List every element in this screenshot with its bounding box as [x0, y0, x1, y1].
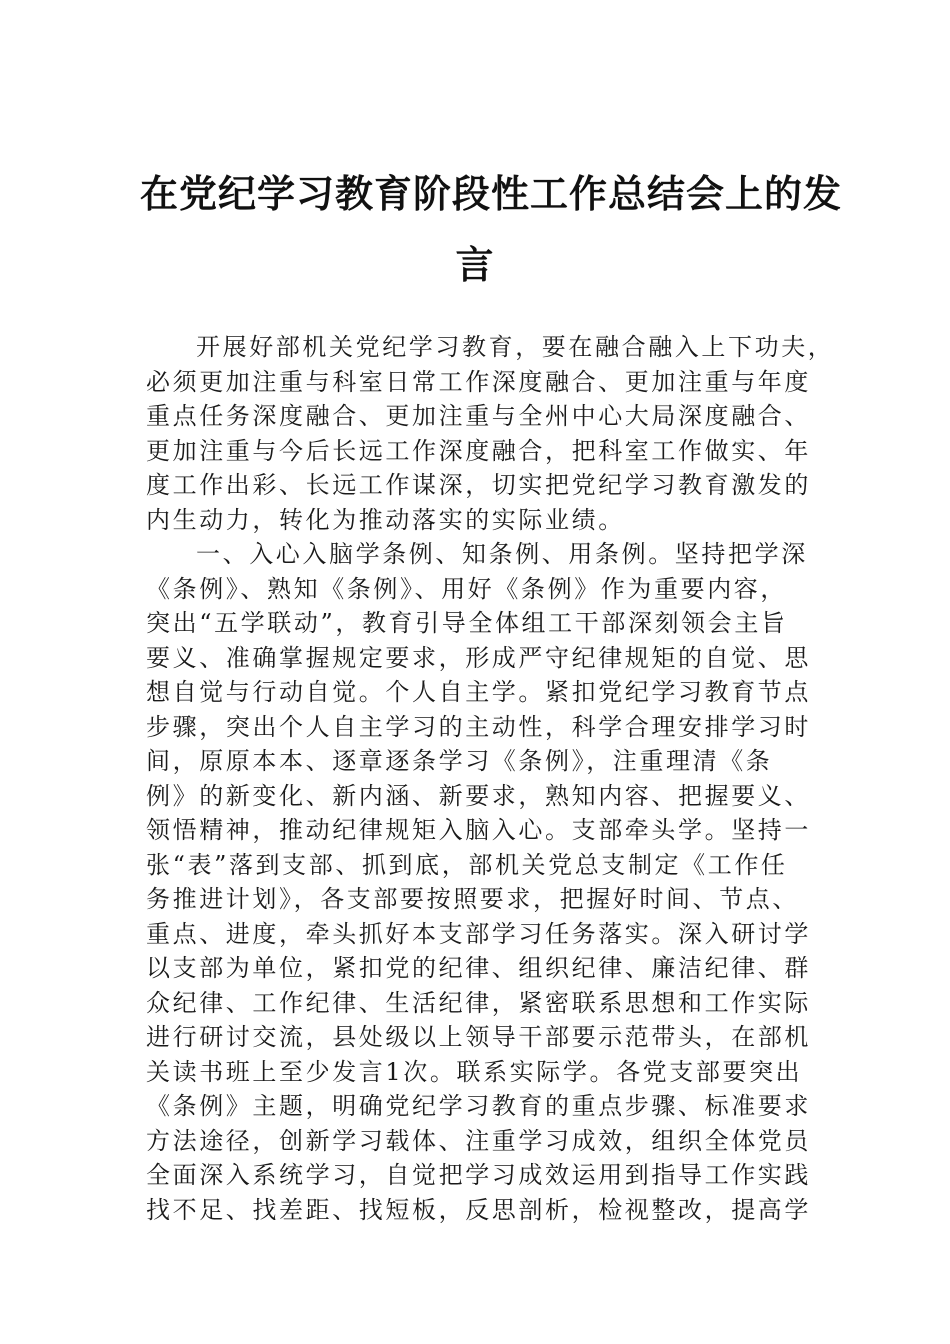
- paragraph-line: 要义、准确掌握规定要求，形成严守纪律规矩的自觉、思: [146, 643, 811, 672]
- paragraph-line: 《条例》、熟知《条例》、用好《条例》作为重要内容，: [146, 574, 787, 603]
- document-body: [146, 330, 835, 1227]
- paragraph-line: 想自觉与行动自觉。个人自主学。紧扣党纪学习教育节点: [146, 678, 811, 706]
- paragraph-line: 务推进计划》，各支部要按照要求，把握好时间、节点、: [146, 885, 799, 913]
- paragraph-line: 更加注重与今后长远工作深度融合，把科室工作做实、年: [146, 436, 811, 465]
- paragraph-line: 一、入心入脑学条例、知条例、用条例。坚持把学深: [196, 540, 808, 568]
- paragraph-line: 重点任务深度融合、更加注重与全州中心大局深度融合、: [146, 402, 811, 430]
- paragraph-line: 方法途径，创新学习载体、注重学习成效，组织全体党员: [146, 1126, 811, 1155]
- paragraph-line: 《条例》主题，明确党纪学习教育的重点步骤、标准要求: [146, 1092, 811, 1120]
- paragraph-line: 间，原原本本、逐章逐条学习《条例》，注重理清《条: [146, 747, 773, 775]
- paragraph-line: 步骤，突出个人自主学习的主动性，科学合理安排学习时: [146, 712, 811, 741]
- paragraph-line: 重点、进度，牵头抓好本支部学习任务落实。深入研讨学: [146, 919, 811, 948]
- paragraph-line: 必须更加注重与科室日常工作深度融合、更加注重与年度: [146, 367, 811, 396]
- document-title-line-1: 在党纪学习教育阶段性工作总结会上的发: [140, 171, 843, 216]
- paragraph-line: 突出“五学联动”，教育引导全体组工干部深刻领会主旨: [146, 609, 788, 637]
- paragraph-line: 内生动力，转化为推动落实的实际业绩。: [146, 505, 625, 534]
- paragraph-line: 领悟精神，推动纪律规矩入脑入心。支部牵头学。坚持一: [146, 816, 811, 844]
- paragraph-line: 全面深入系统学习，自觉把学习成效运用到指导工作实践: [146, 1161, 811, 1189]
- paragraph-line: 张“表”落到支部、抓到底，部机关党总支制定《工作任: [146, 850, 788, 879]
- paragraph-line: 度工作出彩、长远工作谋深，切实把党纪学习教育激发的: [146, 471, 811, 499]
- paragraph-line: 众纪律、工作纪律、生活纪律，紧密联系思想和工作实际: [146, 988, 811, 1017]
- document-title-line-2: 言: [455, 242, 495, 287]
- paragraph-line: 进行研讨交流，县处级以上领导干部要示范带头，在部机: [146, 1023, 811, 1051]
- paragraph-line: 找不足、找差距、找短板，反思剖析，检视整改，提高学: [146, 1195, 811, 1224]
- paragraph-line: 开展好部机关党纪学习教育，要在融合融入上下功夫，: [196, 333, 835, 361]
- paragraph-line: 关读书班上至少发言1次。联系实际学。各党支部要突出: [146, 1057, 803, 1086]
- paragraph-line: 例》的新变化、新内涵、新要求，熟知内容、把握要义、: [146, 781, 811, 810]
- paragraph-line: 以支部为单位，紧扣党的纪律、组织纪律、廉洁纪律、群: [146, 954, 811, 982]
